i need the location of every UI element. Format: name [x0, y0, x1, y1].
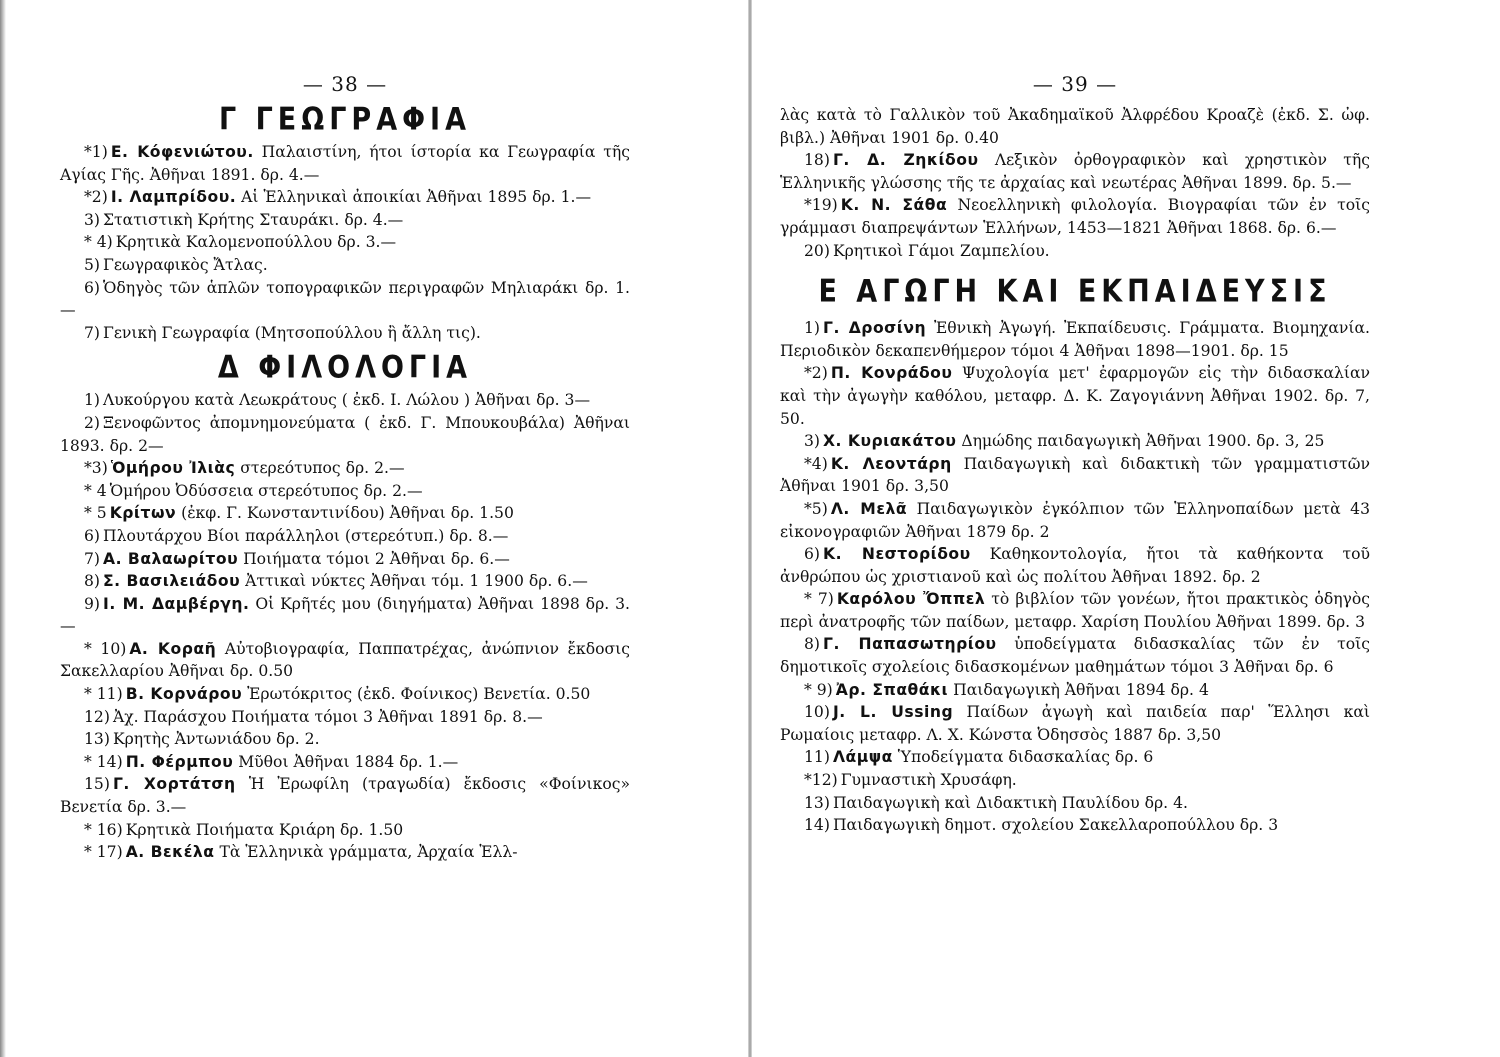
- entry-text: Δημώδης παιδαγωγικὴ Ἀθῆναι 1900. δρ. 3, 25: [961, 432, 1325, 451]
- bibliography-entry: [780, 679, 1370, 702]
- entry-author: Γ. Δροσίνη: [823, 319, 927, 338]
- entry-number: 8): [84, 572, 101, 591]
- entry-author: Α. Κοραῆ: [129, 639, 217, 658]
- entry-text: Ξενοφῶντος ἀπομνημονεύματα ( ἐκδ. Γ. Μπουκουβάλα) Ἀθῆναι 1893. δρ. 2—: [60, 413, 630, 455]
- entry-number: 3): [84, 210, 101, 229]
- entry-text: Παιδαγωγικὴ δημοτ. σχολείου Σακελλαροπούλλου δρ. 3: [832, 816, 1279, 835]
- section-entries-geography: [60, 141, 630, 344]
- section-heading-geography: Γ ΓΕΩΓΡΑΦΙΑ: [219, 101, 471, 138]
- bibliography-entry: [60, 728, 630, 751]
- entry-author: J. L. Ussing: [832, 703, 954, 722]
- right-page: [780, 0, 1370, 1057]
- bibliography-entry: [780, 194, 1370, 239]
- bibliography-entry: [60, 593, 630, 638]
- entry-text: στερεότυπος δρ. 2.—: [240, 459, 405, 478]
- entry-text: Τὰ Ἑλληνικὰ γράμματα, Ἀρχαία Ἑλλ-: [219, 843, 518, 862]
- entry-number: 20): [804, 241, 830, 260]
- entry-author: Ι. Μ. Δαμβέργη.: [103, 594, 250, 613]
- entry-number: *4): [804, 454, 828, 473]
- entry-text: Παιδαγωγικὴ καὶ Διδακτικὴ Παυλίδου δρ. 4.: [832, 793, 1188, 812]
- bibliography-entry: [60, 186, 630, 209]
- entry-text: Νεοελληνικὴ φιλολογία. Βιογραφίαι τῶν ἐν τοῖς γράμμασι διαπρεψάντων Ἑλλήνων, 1453—1821 Ἀθῆναι 1868. δρ. 6.—: [780, 196, 1370, 237]
- bibliography-entry: [60, 819, 630, 842]
- entry-author: Γ. Παπασωτηρίου: [823, 635, 997, 654]
- bibliography-entry: [780, 362, 1370, 430]
- entry-text: Κρητικοὶ Γάμοι Ζαμπελίου.: [832, 241, 1050, 260]
- entry-author: Ἀρ. Σπαθάκι: [835, 680, 949, 699]
- entry-text: Μῦθοι Ἀθῆναι 1884 δρ. 1.—: [238, 752, 459, 771]
- entry-author: Γ. Δ. Ζηκίδου: [832, 151, 979, 170]
- entry-number: * 5: [84, 504, 107, 523]
- bibliography-entry: [60, 231, 630, 254]
- entry-number: 10): [804, 703, 830, 722]
- entry-text: Ἀττικαὶ νύκτες Ἀθῆναι τόμ. 1 1900 δρ. 6.—: [245, 572, 588, 591]
- entry-number: *5): [804, 499, 828, 518]
- entry-text: Ἐθνικὴ Ἀγωγή. Ἐκπαίδευσις. Γράμματα. Βιομηχανία. Περιοδικὸν δεκαπενθήμερον τόμοι 4 Ἀθῆναι 1898—1901. δρ. 15: [780, 319, 1370, 360]
- entry-number: 12): [84, 707, 110, 726]
- entry-number: * 16): [84, 820, 123, 839]
- entry-author: Λάμψα: [832, 748, 893, 767]
- entry-number: * 11): [84, 685, 123, 704]
- bibliography-entry: [60, 412, 630, 457]
- entry-number: * 7): [804, 590, 834, 609]
- bibliography-entry: [60, 525, 630, 548]
- entry-number: 15): [84, 775, 110, 794]
- bibliography-entry: [780, 633, 1370, 678]
- entry-text: Παιδαγωγικὴ καὶ διδακτικὴ τῶν γραμματιστῶν Ἀθῆναι 1901 δρ. 3,50: [780, 454, 1370, 496]
- entry-text: Γυμναστικὴ Χρυσάφη.: [840, 771, 1017, 790]
- entry-number: *19): [804, 196, 838, 215]
- entry-number: * 10): [84, 639, 127, 658]
- entry-text: Παιδαγωγικὸν ἐγκόλπιον τῶν Ἑλληνοπαίδων μετὰ 43 εἰκονογραφιῶν Ἀθῆναι 1879 δρ. 2: [780, 499, 1370, 541]
- entry-author: Καρόλου Ὄππελ: [836, 590, 986, 609]
- entry-number: 7): [84, 549, 101, 568]
- bibliography-entry: [60, 254, 630, 277]
- entry-text: Κρητικὰ Καλομενοπούλλου δρ. 3.—: [115, 233, 397, 252]
- bibliography-entry: [60, 841, 630, 864]
- entry-number: *1): [84, 143, 108, 161]
- bibliography-entry: [780, 317, 1370, 362]
- entry-author: Χ. Κυριακάτου: [823, 432, 957, 451]
- entry-text: Καθηκοντολογία, ἤτοι τὰ καθήκοντα τοῦ ἀνθρώπου ὡς χριστιανοῦ καὶ ὡς πολίτου Ἀθῆναι 1892. δρ. 2: [780, 545, 1370, 586]
- bibliography-entry: [60, 751, 630, 774]
- entry-number: 7): [84, 323, 101, 342]
- bibliography-entry: [780, 240, 1370, 263]
- bibliography-entry: [780, 430, 1370, 453]
- section-heading-education: Ε ΑΓΩΓΗ ΚΑΙ ΕΚΠΑΙΔΕΥΣΙΣ: [818, 273, 1332, 310]
- bibliography-entry: [780, 769, 1370, 792]
- entry-number: 13): [804, 793, 830, 812]
- entry-text: Ὁδηγὸς τῶν ἁπλῶν τοπογραφικῶν περιγραφῶν Μηλιαράκι δρ. 1.—: [60, 278, 630, 320]
- entry-author: Κ. Νεστορίδου: [823, 545, 971, 564]
- entry-number: 6): [804, 545, 821, 564]
- entry-text: Αὐτοβιογραφία, Παππατρέχας, ἀνώπνιον ἔκδοσις Σακελλαρίου Ἀθῆναι δρ. 0.50: [60, 639, 630, 681]
- entry-text: Κρητικὰ Ποιήματα Κριάρη δρ. 1.50: [125, 820, 404, 839]
- entry-number: 14): [804, 816, 830, 835]
- bibliography-entry: [780, 792, 1370, 815]
- entry-number: 6): [84, 278, 101, 297]
- entry-number: 18): [804, 151, 830, 170]
- entry-text: Στατιστικὴ Κρήτης Σταυράκι. δρ. 4.—: [103, 210, 404, 229]
- bibliography-entry: [780, 746, 1370, 769]
- entry-text: Παιδαγωγικὴ Ἀθῆναι 1894 δρ. 4: [953, 680, 1209, 699]
- entry-text: τὸ βιβλίον τῶν γονέων, ἤτοι πρακτικὸς ὁδηγὸς περὶ ἀνατροφῆς τῶν παίδων, μεταφρ. Χαρίση Πουλίου Ἀθῆναι 1899. δρ. 3: [780, 590, 1370, 631]
- entry-author: Π. Φέρμπου: [125, 752, 234, 771]
- bibliography-entry: [780, 453, 1370, 498]
- entry-number: *2): [804, 364, 828, 383]
- entry-author: Β. Κορνάρου: [125, 685, 243, 704]
- entry-number: 2): [84, 413, 101, 432]
- bibliography-entry: [60, 457, 630, 480]
- entry-author: Κ. Λεοντάρη: [830, 454, 952, 473]
- continued-entries: [780, 104, 1370, 262]
- entry-author: Π. Κονράδου: [830, 364, 953, 383]
- entry-text: Οἱ Κρῆτές μου (διηγήματα) Ἀθῆναι 1898 δρ. 3.—: [60, 594, 630, 636]
- bibliography-entry: [60, 548, 630, 571]
- bibliography-entry: [60, 209, 630, 232]
- entry-text: Γεωγραφικὸς Ἄτλας.: [103, 255, 268, 274]
- entry-author: Σ. Βασιλειάδου: [103, 572, 241, 591]
- entry-number: *2): [84, 188, 108, 207]
- entry-text: Γενικὴ Γεωγραφία (Μητσοπούλλου ἢ ἄλλη τις).: [103, 323, 481, 342]
- bibliography-entry: [780, 814, 1370, 837]
- entry-author: Ι. Λαμπρίδου.: [110, 188, 237, 207]
- entry-author: Α. Βαλαωρίτου: [103, 549, 239, 568]
- entry-number: * 14): [84, 752, 123, 771]
- bibliography-entry: [60, 277, 630, 322]
- entry-text: Παλαιστίνη, ήτοι ίστορία κα Γεωγραφία τῆς Αγίας Γῆς. Ἀθῆναι 1891. δρ. 4.—: [60, 143, 630, 184]
- section-entries-philology: [60, 389, 630, 863]
- entry-text: Ψυχολογία μετ' ἐφαρμογῶν εἰς τὴν διδασκαλίαν καὶ τὴν ἀγωγὴν καθόλου, μεταφρ. Δ. Κ. Ζαγογιάννη Ἀθῆναι 1902. δρ. 7, 50.: [780, 364, 1370, 428]
- book-gutter: [748, 0, 752, 1057]
- entry-text: Ποιήματα τόμοι 2 Ἀθῆναι δρ. 6.—: [243, 549, 510, 568]
- entry-text: Λυκούργου κατὰ Λεωκράτους ( ἐκδ. Ι. Λώλου ) Ἀθῆναι δρ. 3—: [103, 391, 591, 410]
- bibliography-entry: [60, 502, 630, 525]
- page-edge-shadow: [0, 0, 6, 1057]
- bibliography-entry: [60, 389, 630, 412]
- entry-author: Κρίτων: [109, 504, 177, 523]
- bibliography-entry: [60, 773, 630, 818]
- entry-author: Α. Βεκέλα: [125, 843, 215, 862]
- bibliography-entry: [60, 638, 630, 683]
- entry-author: Λ. Μελᾶ: [830, 499, 908, 518]
- bibliography-entry: [780, 588, 1370, 633]
- entry-number: * 9): [804, 680, 833, 699]
- entry-number: 3): [804, 432, 821, 451]
- bibliography-entry: [60, 322, 630, 345]
- bibliography-entry: [780, 104, 1370, 149]
- entry-text: ὑποδείγματα διδασκαλίας τῶν ἐν τοῖς δημοτικοῖς σχολείοις διδασκομένων μαθημάτων τόμοι 3 Ἀθῆναι δρ. 6: [780, 635, 1370, 677]
- entry-text: Ὑποδείγματα διδασκαλίας δρ. 6: [897, 748, 1154, 767]
- bibliography-entry: [780, 701, 1370, 746]
- entry-number: *3): [84, 459, 108, 478]
- bibliography-entry: [60, 141, 630, 186]
- section-heading-philology: Δ ΦΙΛΟΛΟΓΙΑ: [217, 350, 473, 386]
- entry-text: (ἐκφ. Γ. Κωνσταντινίδου) Ἀθῆναι δρ. 1.50: [181, 504, 514, 523]
- entry-text: Πλουτάρχου Βίοι παράλληλοι (στερεότυπ.) δρ. 8.—: [103, 526, 509, 545]
- bibliography-entry: [780, 149, 1370, 194]
- entry-number: 8): [804, 635, 821, 654]
- entry-number: 9): [84, 594, 101, 613]
- entry-text: Ὁμήρου Ὀδύσσεια στερεότυπος δρ. 2.—: [109, 481, 423, 500]
- entry-number: * 17): [84, 843, 123, 862]
- entry-number: * 4: [84, 481, 107, 500]
- entry-text: Ἐρωτόκριτος (ἐκδ. Φοίνικος) Βενετία. 0.50: [247, 685, 591, 704]
- bibliography-entry: [780, 543, 1370, 588]
- entry-author: Γ. Χορτάτση: [112, 775, 236, 794]
- entry-text: Ἀχ. Παράσχου Ποιήματα τόμοι 3 Ἀθῆναι 1891 δρ. 8.—: [112, 707, 543, 726]
- section-entries-education: [780, 317, 1370, 837]
- entry-number: * 4): [84, 233, 113, 252]
- entry-author: Ε. Κόφενιώτου.: [110, 143, 254, 161]
- bibliography-entry: [780, 498, 1370, 543]
- entry-text: λὰς κατὰ τὸ Γαλλικὸν τοῦ Ἀκαδημαϊκοῦ Ἀλφρέδου Κροαζὲ (ἐκδ. Σ. ὠφ. βιβλ.) Ἀθῆναι 1901 δρ. 0.40: [780, 106, 1370, 147]
- bibliography-entry: [60, 683, 630, 706]
- entry-number: 13): [84, 730, 110, 749]
- entry-text: Αἱ Ἑλληνικαὶ ἀποικίαι Ἀθῆναι 1895 δρ. 1.—: [241, 188, 592, 207]
- entry-number: *12): [804, 771, 838, 790]
- left-page: [60, 0, 630, 1057]
- entry-text: Λεξικὸν ὀρθογραφικὸν καὶ χρηστικὸν τῆς Ἑλληνικῆς γλώσσης τῆς τε ἀρχαίας καὶ νεωτέρας Ἀθῆναι 1899. δρ. 5.—: [780, 151, 1370, 192]
- entry-number: 1): [84, 391, 101, 410]
- entry-text: Ἡ Ἐρωφίλη (τραγωδία) ἔκδοσις «Φοίνικος» Βενετία δρ. 3.—: [60, 775, 631, 817]
- entry-number: 6): [84, 526, 101, 545]
- entry-author: Κ. Ν. Σάθα: [840, 196, 948, 215]
- bibliography-entry: [60, 480, 630, 503]
- page-number: — 39 —: [1032, 72, 1118, 96]
- entry-author: Ὁμήρου Ἰλιὰς: [110, 459, 236, 478]
- entry-text: Παίδων ἀγωγὴ καὶ παιδεία παρ' Ἕλλησι καὶ Ρωμαίοις μεταφρ. Λ. Χ. Κώνστα Ὀδησσὸς 1887 δρ. 3,50: [780, 703, 1370, 744]
- bibliography-entry: [60, 570, 630, 593]
- entry-number: 11): [804, 748, 830, 767]
- entry-text: Κρητὴς Ἀντωνιάδου δρ. 2.: [112, 730, 320, 749]
- entry-number: 1): [804, 319, 821, 338]
- page-number: — 38 —: [302, 72, 388, 96]
- bibliography-entry: [60, 706, 630, 729]
- entry-number: 5): [84, 255, 101, 274]
